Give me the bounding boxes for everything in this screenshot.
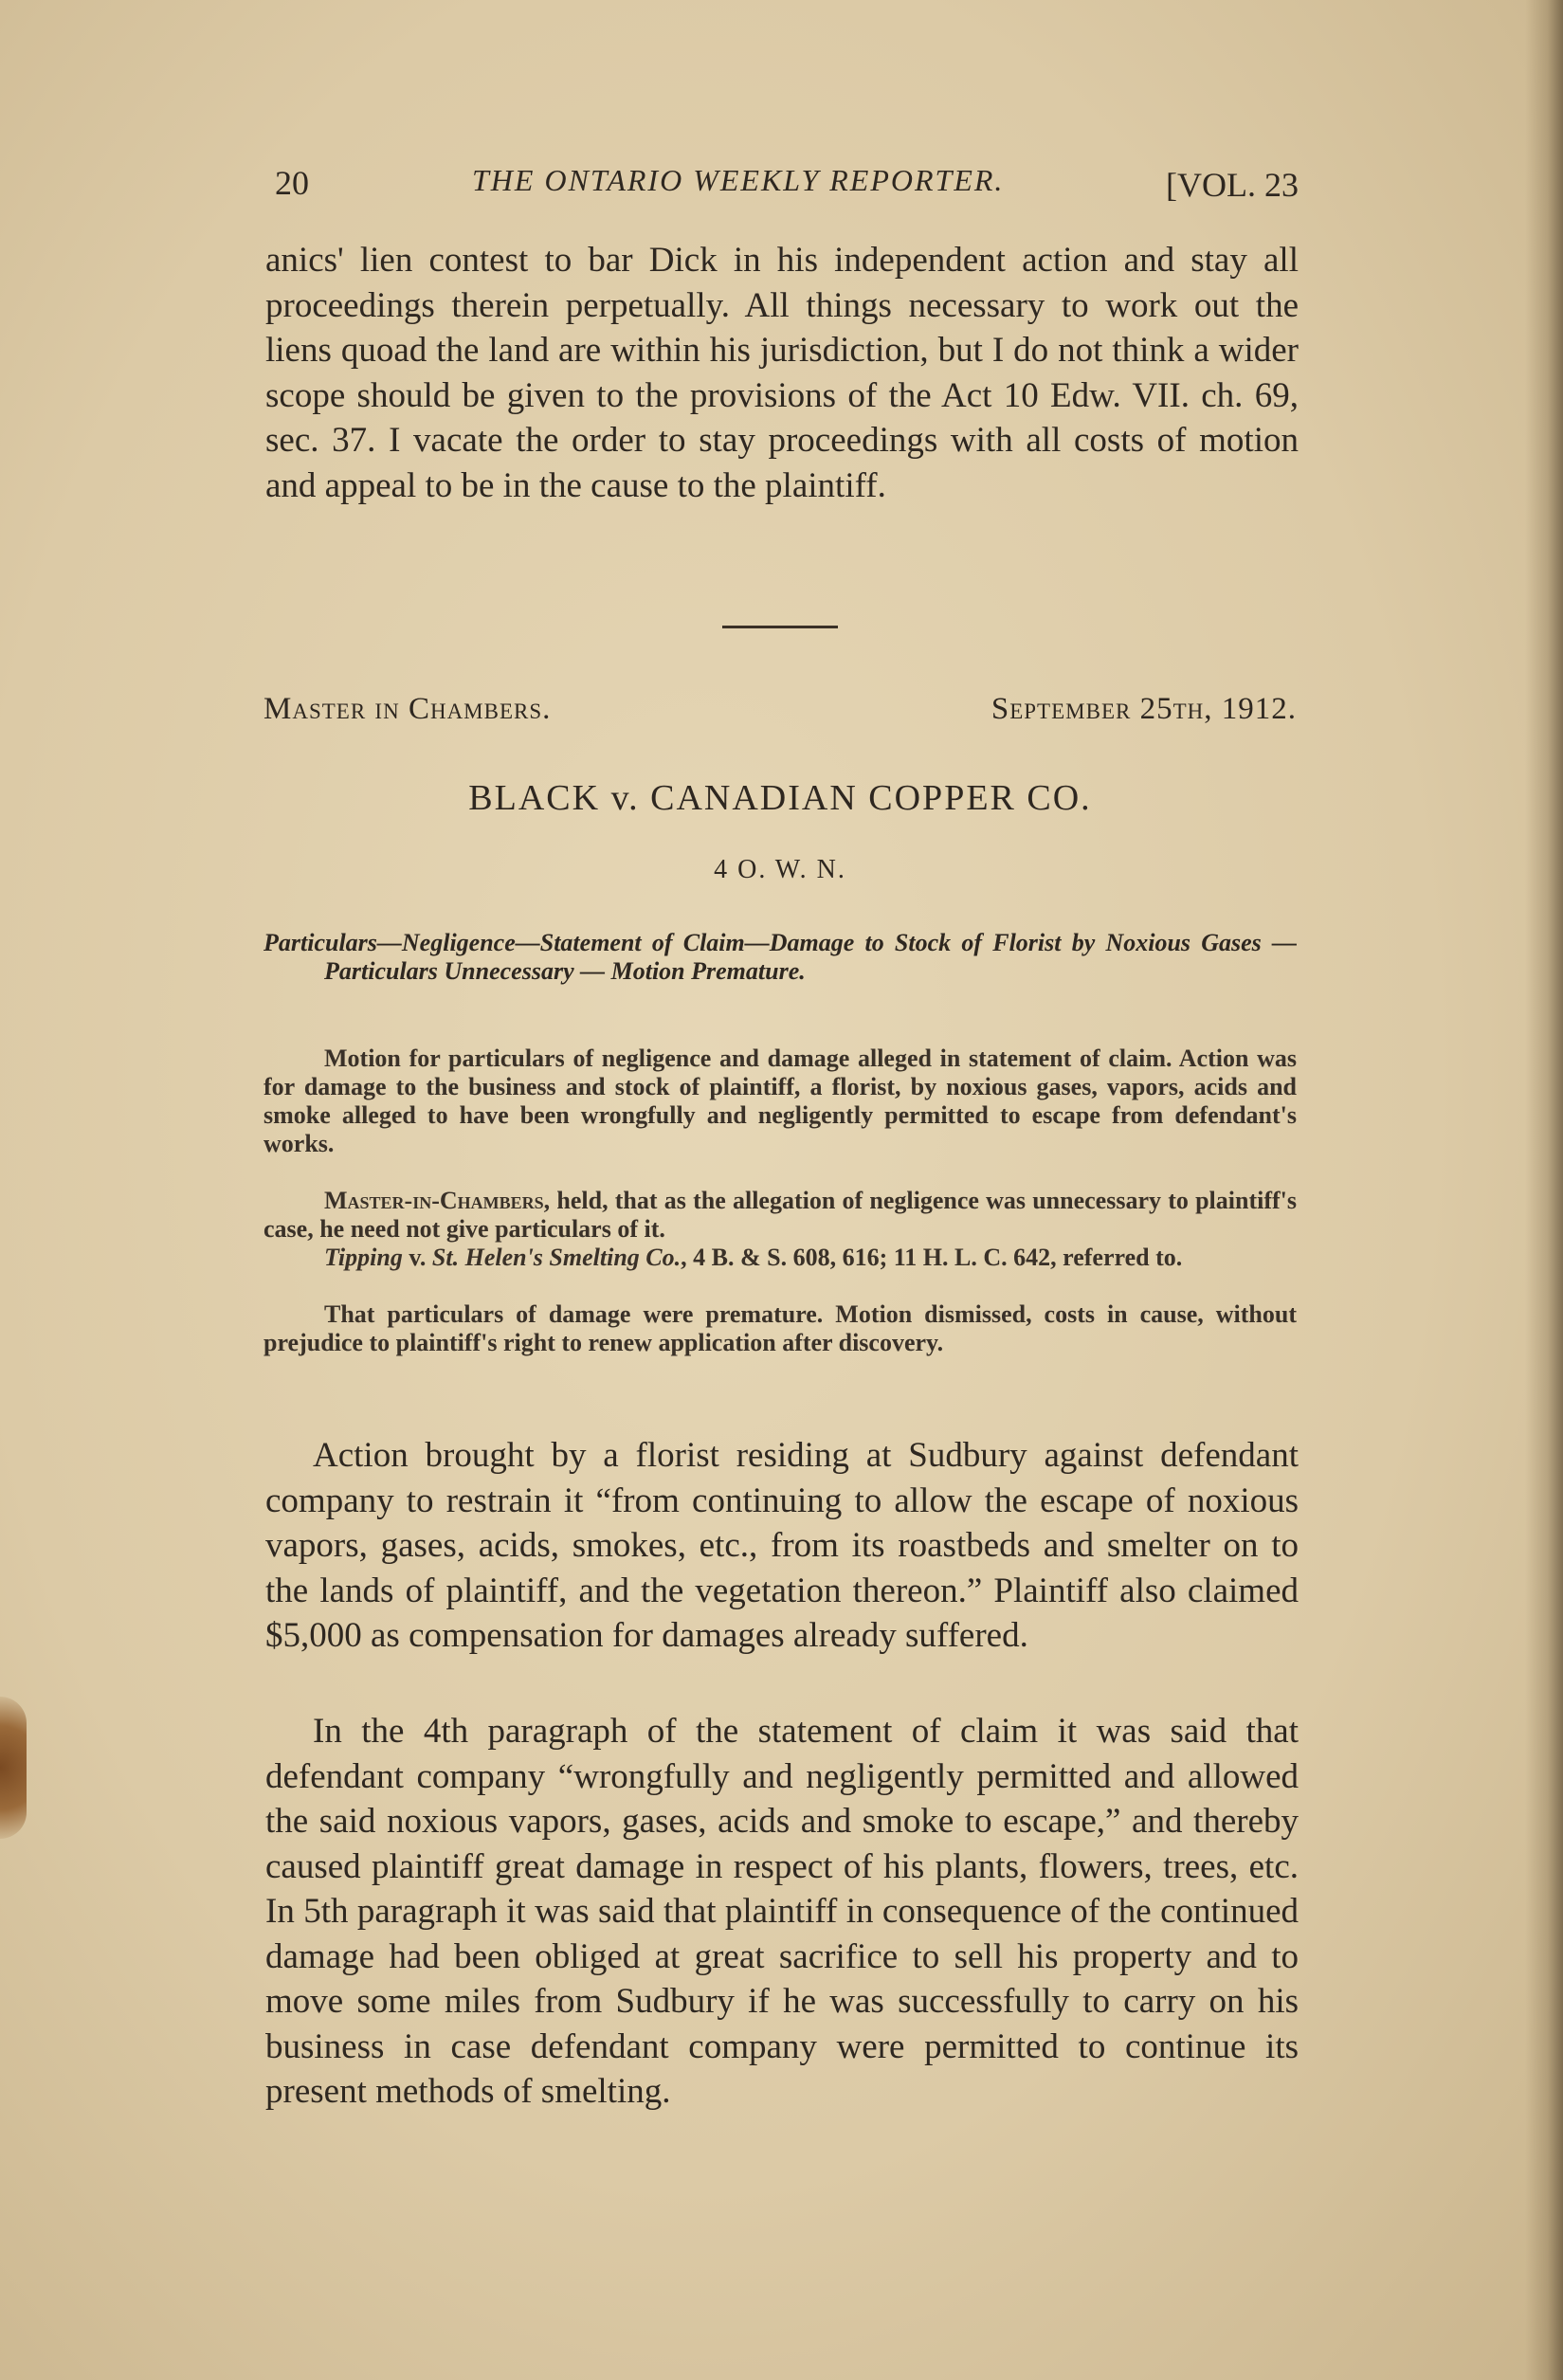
body-paragraph: In the 4th paragraph of the statement of claim it was said that defendant company “wrongfully and negligently permitted and allowed the said noxious vapors, gases, acids and smoke to escape,” and thereby caused plaintiff great damage in respect of his plants, flowers, trees, etc. In 5th paragraph it was said that plaintiff in consequence of the continued damage had been obliged at great sacrifice to sell his property and to move some miles from Sudbury if he was successfully to carry on his business in case defendant company were permitted to continue its present methods of smelting.	[265, 1712, 1299, 2111]
body-paragraph: Action brought by a florist residing at Sudbury against defendant company to restrain it “from continuing to allow the escape of noxious vapors, gases, acids, smokes, etc., from its roastbeds and smelter on to the lands of plaintiff, and the vegetation thereon.” Plaintiff also claimed $5,000 as compensation for damages already suffered.	[265, 1436, 1299, 1655]
court-name: Master in Chambers.	[264, 692, 552, 726]
running-header	[275, 163, 1299, 210]
headnote-paragraph: Motion for particulars of negligence and damage alleged in statement of claim. Action was for damage to the business and stock of plaintiff, a florist, by noxious gases, vapors, acids and smoke alleged to have been wrongfully and negligently permitted to escape from defendant's works.	[264, 1045, 1297, 1157]
page-number: 20	[275, 164, 309, 202]
case-citation: 4 O. W. N.	[714, 855, 846, 884]
section-divider	[722, 626, 838, 628]
headnote-holding	[264, 1187, 1297, 1244]
continuation-paragraph: anics' lien contest to bar Dick in his independent action and stay all proceedings therein perpetually. All things necessary to work out the liens quoad the land are within his jurisdiction, but I do not think a wider scope should be given to the provisions of the Act 10 Edw. VII. ch. 69, sec. 37. I vacate the order to stay proceedings with all costs of motion and appeal to be in the cause to the plaintiff.	[265, 241, 1299, 505]
decision-date: September 25th, 1912.	[991, 692, 1297, 726]
running-title: THE ONTARIO WEEKLY REPORTER.	[472, 163, 1005, 197]
case-meta-line	[264, 692, 1297, 736]
authority-case-name-2: St. Helen's Smelting Co.	[431, 1244, 682, 1271]
headnote-disposition: That particulars of damage were premature. Motion dismissed, costs in cause, without prejudice to plaintiff's right to renew application after discovery.	[264, 1300, 1297, 1356]
page-stain	[0, 1697, 27, 1839]
volume-label: [VOL. 23	[1166, 166, 1299, 204]
headnote-keywords: Particulars—Negligence—Statement of Claim—Damage to Stock of Florist by Noxious Gases — Particulars Unnecessary — Motion Premature.	[264, 929, 1297, 985]
authority-versus: v.	[402, 1244, 432, 1271]
page-edge-shadow	[1525, 0, 1563, 2380]
headnote-holding-text: held, that as the allegation of negligence was unnecessary to plaintiff's case, he need not give particulars of it.	[264, 1187, 1297, 1243]
authority-reference: , 4 B. & S. 608, 616; 11 H. L. C. 642, referred to.	[681, 1244, 1183, 1271]
headnote-authority	[264, 1244, 1297, 1272]
authority-case-name: Tipping	[324, 1244, 403, 1271]
headnote-court-ref: Master-in-Chambers,	[324, 1187, 551, 1214]
case-title: BLACK v. CANADIAN COPPER CO.	[468, 778, 1092, 818]
